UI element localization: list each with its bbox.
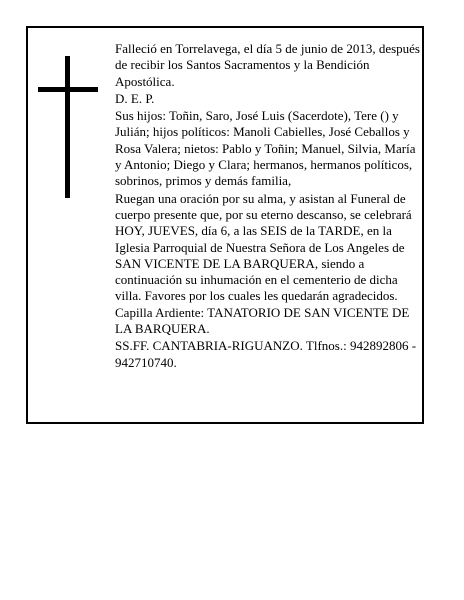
obituary-text bbox=[115, 41, 421, 372]
cross-icon bbox=[38, 56, 98, 198]
funeral-home-contact: SS.FF. CANTABRIA-RIGUANZO. Tlfnos.: 942892806 - 942710740. bbox=[115, 338, 417, 370]
obituary-notice bbox=[26, 26, 424, 424]
rip-line: D. E. P. bbox=[115, 90, 155, 106]
death-announcement: Falleció en Torrelavega, el día 5 de junio de 2013, después de recibir los Santos Sacramentos y la Bendición Apostólica. bbox=[115, 41, 420, 89]
cross-vertical-bar bbox=[65, 56, 70, 198]
cross-horizontal-bar bbox=[38, 87, 98, 92]
funeral-details: Ruegan una oración por su alma, y asistan al Funeral de cuerpo presente que, por su eterno descanso, se celebrará HOY, JUEVES, día 6, a las SEIS de la TARDE, en la Iglesia Parroquial de Nuestra Señora de Los Angeles de SAN VICENTE DE LA BARQUERA, siendo a continuación su inhumación en el cementerio de dicha villa. Favores por los cuales les quedarán agradecidos. Capilla Ardiente: TANATORIO DE SAN VICENTE DE LA BARQUERA. bbox=[115, 190, 412, 337]
family-list: Sus hijos: Toñin, Saro, José Luis (Sacerdote), Tere () y Julián; hijos políticos: Manoli Cabielles, José Ceballos y Rosa Valera; nietos: Pablo y Toñin; Manuel, Silvia, María y Antonio; Diego y Clara; hermanos, hermanos políticos, sobrinos, primos y demás familia, bbox=[115, 108, 416, 189]
